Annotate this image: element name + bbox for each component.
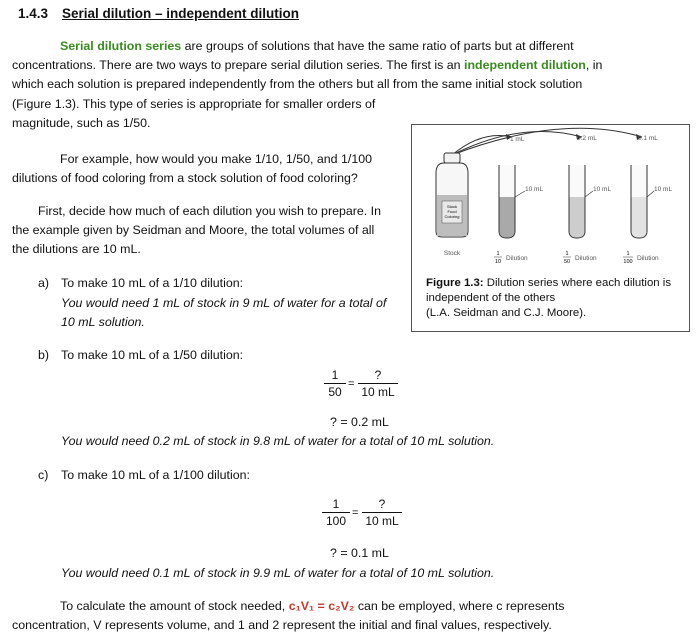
dilution-3-denominator: 100	[623, 259, 633, 265]
caption-text: Dilution series where each dilution is	[483, 277, 672, 289]
item-b-marker: b)	[38, 348, 50, 362]
example-line-2: dilutions of food coloring from a stock solution of food coloring?	[12, 171, 358, 185]
intro-text: concentrations. There are two ways to prepare serial dilution series. The first is an	[12, 58, 465, 72]
numerator: ?	[362, 497, 402, 513]
closing-line-1	[60, 597, 564, 616]
volume-label-3: 10 mL	[654, 186, 673, 193]
transfer-label-3: 0.1 mL	[638, 135, 658, 142]
first-line-2: the example given by Seidman and Moore, the total volumes of all	[12, 223, 375, 237]
item-b-result: ? = 0.2 mL	[330, 415, 389, 429]
item-a-title: To make 10 mL of a 1/10 dilution:	[61, 276, 244, 290]
item-c-fraction-left	[322, 497, 350, 528]
caption-line-3: (L.A. Seidman and C.J. Moore).	[426, 307, 587, 319]
item-c-fraction-right	[362, 497, 402, 528]
numerator: ?	[358, 368, 398, 384]
equals-sign: =	[352, 507, 359, 519]
item-c-result: ? = 0.1 mL	[330, 546, 389, 560]
section-title: Serial dilution – independent dilution	[62, 6, 300, 21]
section-number: 1.4.3	[18, 6, 49, 21]
closing-text: can be employed, where c represents	[354, 599, 565, 613]
denominator: 100	[325, 514, 347, 528]
denominator: 10 mL	[361, 385, 395, 399]
first-line-1: First, decide how much of each dilution you wish to prepare. In	[38, 204, 381, 218]
transfer-label-1: 1 mL	[510, 136, 525, 143]
item-c-marker: c)	[38, 468, 49, 482]
term-independent-dilution: independent dilution	[464, 58, 586, 72]
bottle-label-3: Coloring	[444, 214, 460, 219]
dilution-1-label: Dilution	[506, 255, 528, 262]
volume-label-1: 10 mL	[525, 186, 544, 193]
intro-line-5: magnitude, such as 1/50.	[12, 116, 151, 130]
bottle-label-2: Food	[447, 209, 457, 214]
figure-1-3	[411, 124, 690, 332]
test-tube-3	[631, 165, 647, 238]
test-tube-1	[499, 165, 515, 238]
bottle-label-1: Stock	[446, 204, 458, 209]
dilution-2-label: Dilution	[575, 255, 597, 262]
caption-line-2: independent of the others	[426, 292, 556, 304]
dilution-1-denominator: 10	[494, 259, 502, 265]
section-heading	[18, 6, 299, 21]
figure-caption	[426, 276, 688, 321]
intro-line-4: (Figure 1.3). This type of series is appropriate for smaller orders of	[12, 97, 376, 111]
dilution-3-label: Dilution	[637, 255, 659, 262]
closing-line-2: concentration, V represents volume, and 1 and 2 represent the initial and final values, respectively.	[12, 618, 552, 632]
term-serial-dilution-series: Serial dilution series	[60, 39, 182, 53]
intro-line-3: which each solution is prepared independently from the others but all from the same initial stock solution	[12, 77, 583, 91]
dilution-2-numerator: 1	[565, 251, 569, 257]
dilution-3-numerator: 1	[626, 251, 630, 257]
intro-line-1	[60, 37, 574, 56]
denominator: 50	[328, 385, 342, 399]
item-a-answer-line-1: You would need 1 mL of stock in 9 mL of water for a total of	[61, 296, 387, 310]
equals-sign: =	[348, 378, 355, 390]
volume-label-2: 10 mL	[593, 186, 612, 193]
item-b-title: To make 10 mL of a 1/50 dilution:	[61, 348, 244, 362]
item-c-title: To make 10 mL of a 1/100 dilution:	[61, 468, 250, 482]
formula-c1v1-c2v2: c₁V₁ = c₂V₂	[288, 599, 355, 613]
intro-text: , in	[585, 58, 603, 72]
numerator: 1	[324, 368, 346, 384]
stock-label: Stock	[443, 250, 461, 257]
item-a-marker: a)	[38, 276, 50, 290]
closing-text: To calculate the amount of stock needed,	[60, 599, 289, 613]
intro-text: are groups of solutions that have the same ratio of parts but at different	[181, 39, 574, 53]
first-line-3: the dilutions are 10 mL.	[12, 242, 141, 256]
caption-label: Figure 1.3:	[426, 277, 484, 289]
item-b-answer: You would need 0.2 mL of stock in 9.8 mL of water for a total of 10 mL solution.	[61, 434, 495, 448]
test-tube-2	[569, 165, 585, 238]
dilution-diagram	[412, 125, 689, 275]
stock-bottle	[436, 153, 468, 237]
transfer-arrow-3	[452, 128, 642, 155]
dilution-1-numerator: 1	[496, 251, 500, 257]
item-b-fraction-right	[358, 368, 398, 399]
numerator: 1	[322, 497, 350, 513]
item-c-answer: You would need 0.1 mL of stock in 9.9 mL of water for a total of 10 mL solution.	[61, 566, 495, 580]
denominator: 10 mL	[365, 514, 399, 528]
transfer-label-2: 0.2 mL	[577, 135, 597, 142]
dilution-2-denominator: 50	[563, 259, 571, 265]
example-line-1: For example, how would you make 1/10, 1/50, and 1/100	[60, 152, 373, 166]
item-a-answer-line-2: 10 mL solution.	[61, 315, 145, 329]
item-b-fraction-left	[324, 368, 346, 399]
caption-line-1	[426, 276, 688, 291]
intro-line-2	[12, 56, 602, 75]
